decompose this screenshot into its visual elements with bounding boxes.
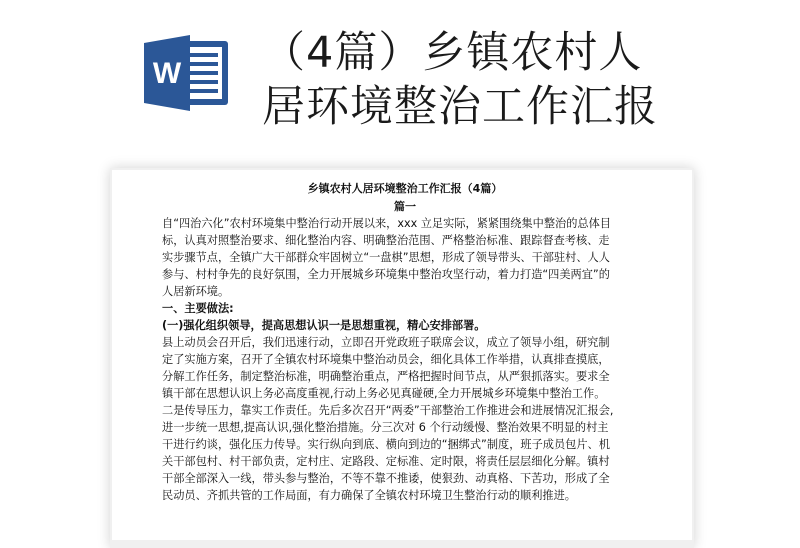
- text-line: 分解工作任务，制定整治标准，明确整治重点，严格把握时间节点，从严狠抓落实。要求全: [162, 370, 610, 383]
- document-body: [162, 180, 648, 504]
- text-line: 进一步统一思想,提高认识,强化整治措施。分三次对 6 个行动缓慢、整治效果不明显的村主: [162, 421, 609, 434]
- text-line: 关干部包村、村干部负责，定村庄、定路段、定标准、定时限，将责任层层细化分解。镇村: [162, 455, 610, 468]
- document-title: 乡镇农村人居环境整治工作汇报（4篇）: [307, 182, 503, 195]
- sub-heading: (一)强化组织领导，提高思想认识一是思想重视，精心安排部署。: [162, 319, 486, 332]
- intro-paragraph: [162, 215, 648, 300]
- word-icon-letter: W: [152, 57, 182, 90]
- word-icon: [140, 33, 232, 113]
- text-line: 标，认真对照整治要求、细化整治内容、明确整治范围、严格整治标准、跟踪督查考核、走: [162, 234, 610, 247]
- text-line: 自“四治六化”农村环境集中整治行动开展以来，xxx 立足实际，紧紧围绕集中整治的总体目: [162, 217, 611, 230]
- page-title: [262, 26, 782, 134]
- text-line: 干进行约谈，强化压力传导。实行纵向到底、横向到边的“捆绑式”制度，班子成员包片、机: [162, 438, 610, 451]
- text-line: 干部全部深入一线，带头参与整治，不等不靠不推诿，使狠劲、动真格、下苦功，形成了全: [162, 472, 610, 485]
- document-subtitle: 篇一: [394, 200, 416, 213]
- document-sheet[interactable]: [112, 170, 692, 540]
- page-title-line-2: 居环境整治工作汇报: [262, 82, 658, 132]
- text-line: 县上动员会召开后，我们迅速行动，立即召开党政班子联席会议，成立了领导小组，研究制: [162, 336, 610, 349]
- text-line: 人居新环境。: [162, 285, 230, 298]
- text-line: 二是传导压力，靠实工作责任。先后多次召开“两委”干部整治工作推进会和进展情况汇报会,: [162, 404, 614, 417]
- text-line: 定了实施方案，召开了全镇农村环境集中整治动员会，细化具体工作举措，认真排查摸底，: [162, 353, 610, 366]
- text-line: 民动员、齐抓共管的工作局面，有力确保了全镇农村环境卫生整治行动的顺利推进。: [162, 489, 576, 502]
- section-heading: 一、主要做法:: [162, 302, 234, 315]
- page-title-line-1: （4篇）乡镇农村人: [262, 28, 643, 78]
- text-line: 镇干部在思想认识上务必高度重视,行动上务必见真碰硬,全力开展城乡环境集中整治工作。: [162, 387, 606, 400]
- text-line: 参与、村村争先的良好氛围，全力开展城乡环境集中整治攻坚行动，着力打造“四美两宜”的: [162, 268, 610, 281]
- text-line: 实步骤节点，全镇广大干部群众牢固树立“一盘棋”思想，形成了领导带头、干部驻村、人人: [162, 251, 610, 264]
- body-paragraph: [162, 334, 648, 504]
- header: [0, 0, 800, 160]
